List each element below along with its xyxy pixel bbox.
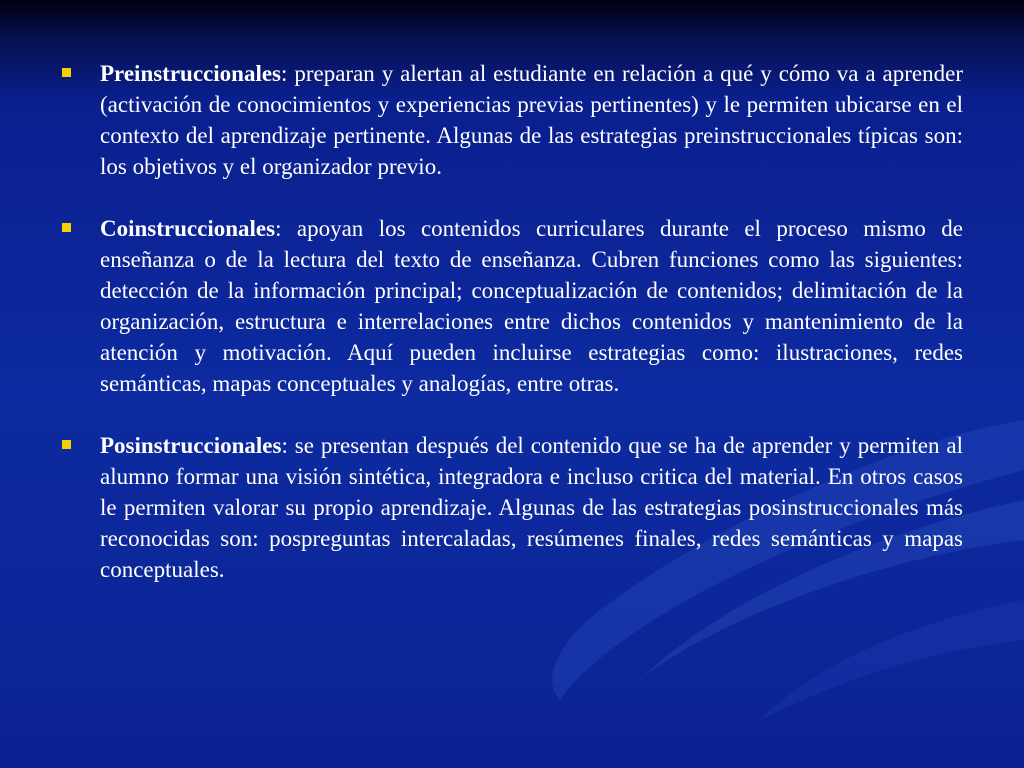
- bullet-description: preparan y alertan al estudiante en relación a qué y cómo va a aprender (activación de conocimientos y experiencias previas pertinentes) y le permiten ubicarse en el contexto del aprendizaje pertinente. Algunas de las estrategias preinstruccionales típicas son: los objetivos y el organizador previo.: [100, 61, 963, 179]
- bullet-paragraph: [100, 58, 963, 182]
- bullet-term: Coinstruccionales: [100, 216, 276, 241]
- bullet-separator: :: [281, 433, 295, 458]
- bullet-term: Preinstruccionales: [100, 61, 281, 86]
- bullet-item-posinstruccionales: [62, 430, 963, 585]
- bullet-term: Posinstruccionales: [100, 433, 282, 458]
- bullet-item-coinstruccionales: [62, 213, 963, 399]
- bullet-description: apoyan los contenidos curriculares durante el proceso mismo de enseñanza o de la lectura del texto de enseñanza. Cubren funciones como las siguientes: detección de la información principal; conceptualización de contenidos; delimitación de la organización, estructura e interrelaciones entre dichos contenidos y mantenimiento de la atención y motivación. Aquí pueden incluirse estrategias como: ilustraciones, redes semánticas, mapas conceptuales y analogías, entre otras.: [100, 216, 964, 396]
- bullet-item-preinstruccionales: [62, 58, 963, 182]
- square-bullet-icon: [62, 223, 71, 232]
- bullet-list: [62, 58, 963, 616]
- bullet-separator: :: [281, 61, 295, 86]
- bullet-paragraph: [100, 213, 963, 399]
- bullet-description: se presentan después del contenido que se ha de aprender y permiten al alumno formar una visión sintética, integradora e incluso critica del material. En otros casos le permiten valorar su propio aprendizaje. Algunas de las estrategias posinstruccionales más reconocidas son: pospreguntas intercaladas, resúmenes finales, redes semánticas y mapas conceptuales.: [100, 433, 963, 582]
- square-bullet-icon: [62, 440, 71, 449]
- bullet-paragraph: [100, 430, 963, 585]
- bullet-separator: :: [275, 216, 297, 241]
- square-bullet-icon: [62, 68, 71, 77]
